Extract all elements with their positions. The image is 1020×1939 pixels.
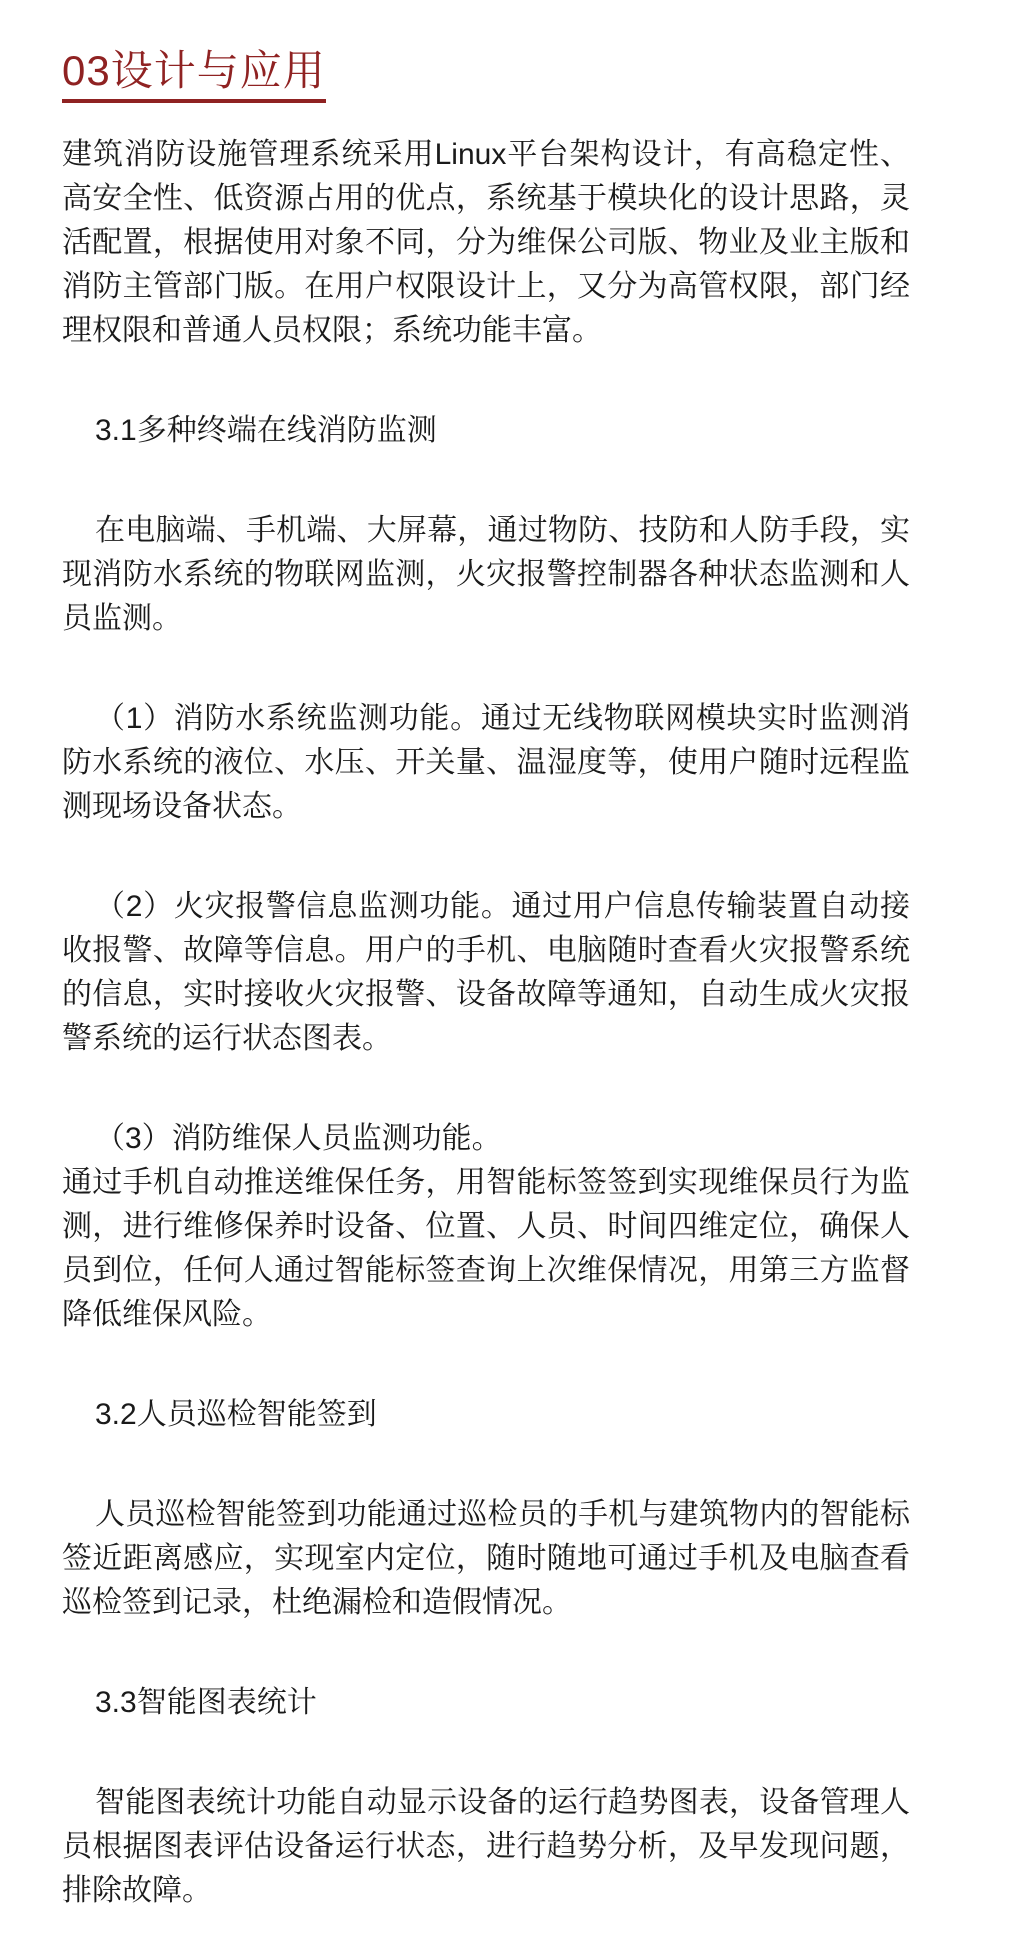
- paragraph-terminal-monitoring: 在电脑端、手机端、大屏幕，通过物防、技防和人防手段，实现消防水系统的物联网监测，火灾报警控制器各种状态监测和人员监测。: [62, 514, 910, 636]
- section-3-1: [62, 409, 910, 1337]
- paragraph-maintenance-monitoring-detail: 通过手机自动推送维保任务，用智能标签签到实现维保员行为监测，进行维修保养时设备、位置、人员、时间四维定位，确保人员到位，任何人通过智能标签查询上次维保情况，用第三方监督降低维保风险。: [62, 1166, 910, 1332]
- intro-paragraph: 建筑消防设施管理系统采用Linux平台架构设计，有高稳定性、高安全性、低资源占用的优点，系统基于模块化的设计思路，灵活配置，根据使用对象不同，分为维保公司版、物业及业主版和消防主管部门版。在用户权限设计上，又分为高管权限，部门经理权限和普通人员权限；系统功能丰富。: [62, 138, 910, 348]
- paragraph-fire-alarm-monitoring: （2）火灾报警信息监测功能。通过用户信息传输装置自动接收报警、故障等信息。用户的手机、电脑随时查看火灾报警系统的信息，实时接收火灾报警、设备故障等通知，自动生成火灾报警系统的运行状态图表。: [62, 890, 910, 1056]
- paragraph-maintenance-monitoring-title: （3）消防维保人员监测功能。: [95, 1122, 502, 1156]
- section-3-2: [62, 1393, 910, 1625]
- page-title: 03设计与应用: [62, 46, 326, 103]
- section-3-3: [62, 1681, 910, 1913]
- section-heading-3-2: 3.2人员巡检智能签到: [95, 1398, 377, 1432]
- paragraph-water-system-monitoring: （1）消防水系统监测功能。通过无线物联网模块实时监测消防水系统的液位、水压、开关量、温湿度等，使用户随时远程监测现场设备状态。: [62, 702, 910, 824]
- paragraph-chart-statistics: 智能图表统计功能自动显示设备的运行趋势图表，设备管理人员根据图表评估设备运行状态，进行趋势分析，及早发现问题，排除故障。: [62, 1786, 910, 1908]
- paragraph-patrol-signin: 人员巡检智能签到功能通过巡检员的手机与建筑物内的智能标签近距离感应，实现室内定位，随时随地可通过手机及电脑查看巡检签到记录，杜绝漏检和造假情况。: [62, 1498, 910, 1620]
- section-heading-3-3: 3.3智能图表统计: [95, 1686, 317, 1720]
- section-heading-3-1: 3.1多种终端在线消防监测: [95, 414, 437, 448]
- title-row: [62, 46, 910, 103]
